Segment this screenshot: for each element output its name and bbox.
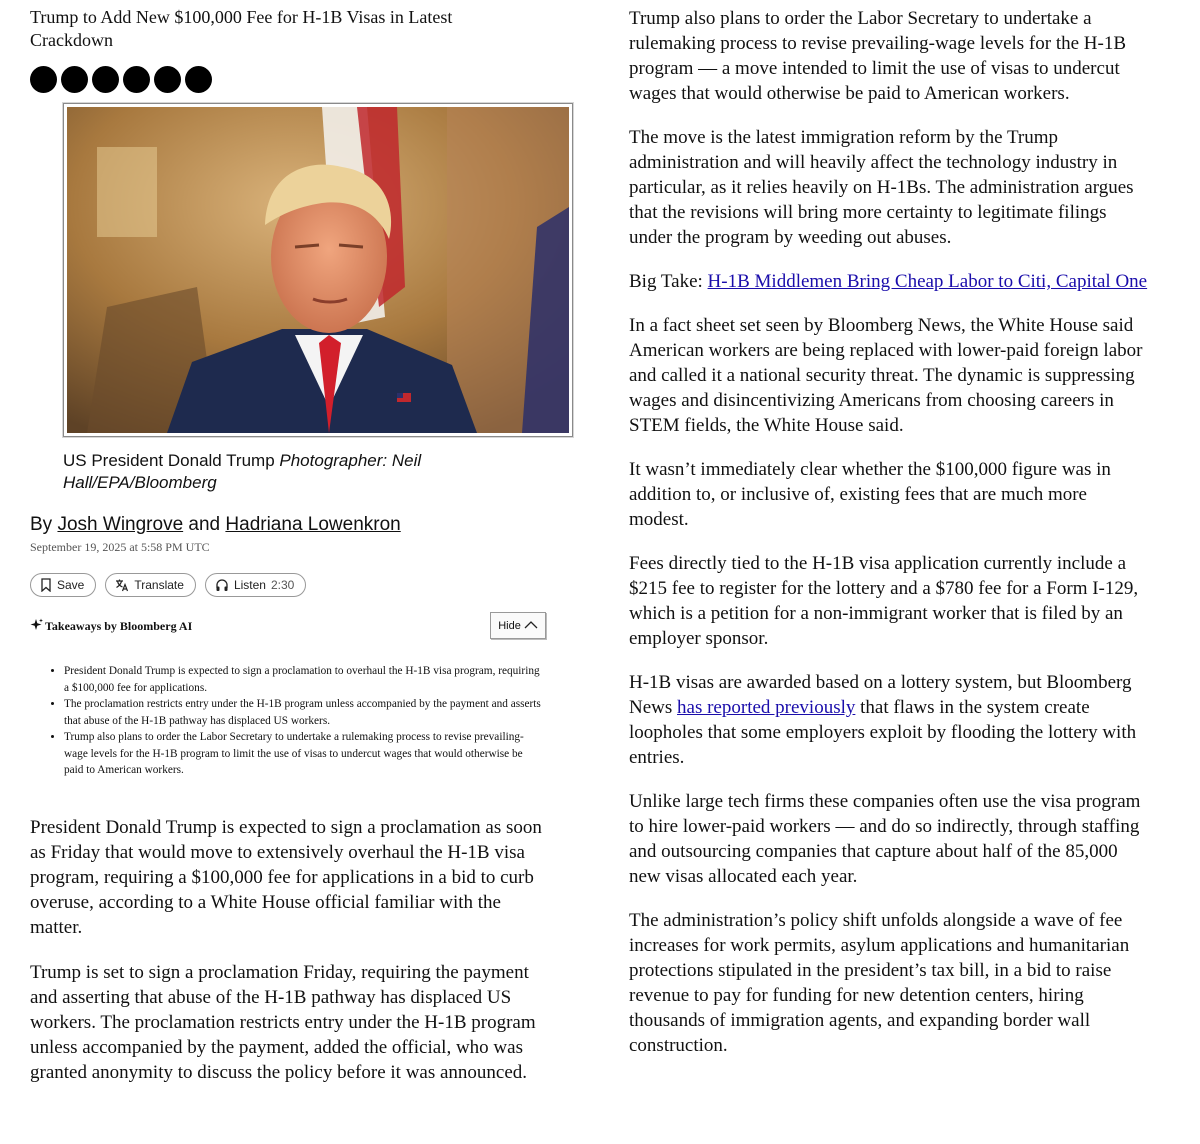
hide-label: Hide	[498, 619, 521, 632]
article-paragraph: Trump also plans to order the Labor Secretary to undertake a rulemaking process to revise prevailing-wage levels for the H-1B program — a move intended to limit the use of visas to undercut wages that would otherwise be paid to American workers.	[629, 8, 1127, 104]
big-take-label: Big Take:	[629, 271, 703, 292]
article-headline: Trump to Add New $100,000 Fee for H-1B Visas in Latest Crackdown	[30, 7, 453, 50]
paragraph-text: that flaws in the system create loopholes that some employers exploit by flooding the lottery with entries.	[629, 697, 1137, 768]
save-button[interactable]	[30, 573, 96, 597]
article-paragraph-with-link	[629, 670, 1149, 770]
article-paragraph: Trump is set to sign a proclamation Friday, requiring the payment and asserting that abuse of the H-1B pathway has displaced US workers. The proclamation restricts entry under the H-1B program unless accompanied by the payment, added the official, who was granted anonymity to discuss the policy before it was announced.	[30, 961, 536, 1083]
reported-previously-link[interactable]: has reported previously	[677, 697, 856, 718]
paragraph-text: H-1B visas are awarded based on a lottery system, but Bloomberg News	[629, 672, 1132, 718]
byline-prefix: By	[30, 514, 53, 535]
translate-label: Translate	[134, 578, 184, 592]
author-link-1[interactable]: Josh Wingrove	[57, 514, 184, 535]
chevron-up-icon	[524, 620, 538, 632]
takeaways-title	[30, 618, 192, 635]
article-paragraph: The move is the latest immigration reform by the Trump administration and will heavily affect the technology industry in particular, as it relies heavily on H-1Bs. The administration argues that the revisions will bring more certainty to legitimate filings under the program by weeding out abuses.	[629, 127, 1134, 248]
big-take-paragraph	[629, 269, 1149, 294]
big-take-link[interactable]: H-1B Middlemen Bring Cheap Labor to Citi, Capital One	[707, 271, 1148, 292]
caption-text: US President Donald Trump	[63, 451, 275, 470]
article-paragraph: Unlike large tech firms these companies often use the visa program to hire lower-paid workers — and do so indirectly, through staffing and outsourcing companies that capture about half of the 85,000 new visas allocated each year.	[629, 791, 1141, 887]
redacted-dots	[30, 66, 570, 93]
left-column	[30, 6, 570, 1085]
listen-button[interactable]	[205, 573, 306, 597]
byline	[30, 514, 570, 536]
sparkle-icon	[30, 618, 43, 635]
translate-icon	[115, 578, 129, 592]
black-dot	[30, 66, 57, 93]
takeaway-item: • Trump also plans to order the Labor Secretary to undertake a rulemaking process to revise prevailing-wage levels for the H-1B program to limit the use of visas to undercut wages that would otherwise be paid to American workers.	[64, 729, 542, 779]
takeaways-list	[30, 663, 542, 779]
right-column	[629, 6, 1169, 1058]
translate-button[interactable]	[105, 573, 196, 597]
takeaways-title-text: Takeaways by Bloomberg AI	[45, 619, 193, 633]
article-paragraph: The administration’s policy shift unfolds alongside a wave of fee increases for work permits, asylum applications and humanitarian protections stipulated in the president’s tax bill, in a bid to raise revenue to pay for funding for new detention centers, hiring thousands of immigration agents, and expanding border wall construction.	[629, 910, 1130, 1056]
publish-date: September 19, 2025 at 5:58 PM UTC	[30, 540, 210, 554]
save-label: Save	[57, 578, 85, 592]
hide-takeaways-button[interactable]	[490, 612, 546, 639]
photo-credit: Photographer: Neil Hall/EPA/Bloomberg	[63, 451, 422, 492]
author-link-2[interactable]: Hadriana Lowenkron	[225, 514, 401, 535]
black-dot	[92, 66, 119, 93]
article-photo-frame	[63, 103, 573, 437]
byline-joiner: and	[188, 514, 221, 535]
article-photo	[67, 107, 569, 433]
listen-duration: 2:30	[270, 578, 295, 592]
photo-caption	[63, 450, 493, 494]
bookmark-icon	[40, 578, 52, 592]
headphones-icon	[215, 578, 229, 592]
takeaway-item: • President Donald Trump is expected to sign a proclamation to overhaul the H-1B visa program, requiring a $100,000 fee for applications.	[64, 663, 542, 696]
takeaway-item: • The proclamation restricts entry under the H-1B program unless accompanied by the payment and asserts that abuse of the H-1B pathway has displaced US workers.	[64, 696, 542, 729]
article-actions	[30, 573, 570, 597]
black-dot	[154, 66, 181, 93]
takeaways-header	[30, 612, 570, 640]
listen-label: Listen	[233, 578, 266, 592]
black-dot	[185, 66, 212, 93]
black-dot	[123, 66, 150, 93]
article-paragraph: Fees directly tied to the H-1B visa application currently include a $215 fee to register for the lottery and a $780 fee for a Form I-129, which is a petition for a non-immigrant worker that is filed by an employer sponsor.	[629, 553, 1139, 649]
article-paragraph: It wasn’t immediately clear whether the $100,000 figure was in addition to, or inclusive of, existing fees that are much more modest.	[629, 459, 1111, 530]
article-paragraph: In a fact sheet set seen by Bloomberg News, the White House said American workers are being replaced with lower-paid foreign labor and called it a national security threat. The dynamic is suppressing wages and disincentivizing Americans from choosing careers in STEM fields, the White House said.	[629, 315, 1143, 436]
black-dot	[61, 66, 88, 93]
article-paragraph: President Donald Trump is expected to sign a proclamation as soon as Friday that would move to extensively overhaul the H-1B visa program, requiring a $100,000 fee for applications in a bid to curb overuse, according to a White House official familiar with the matter.	[30, 816, 542, 938]
